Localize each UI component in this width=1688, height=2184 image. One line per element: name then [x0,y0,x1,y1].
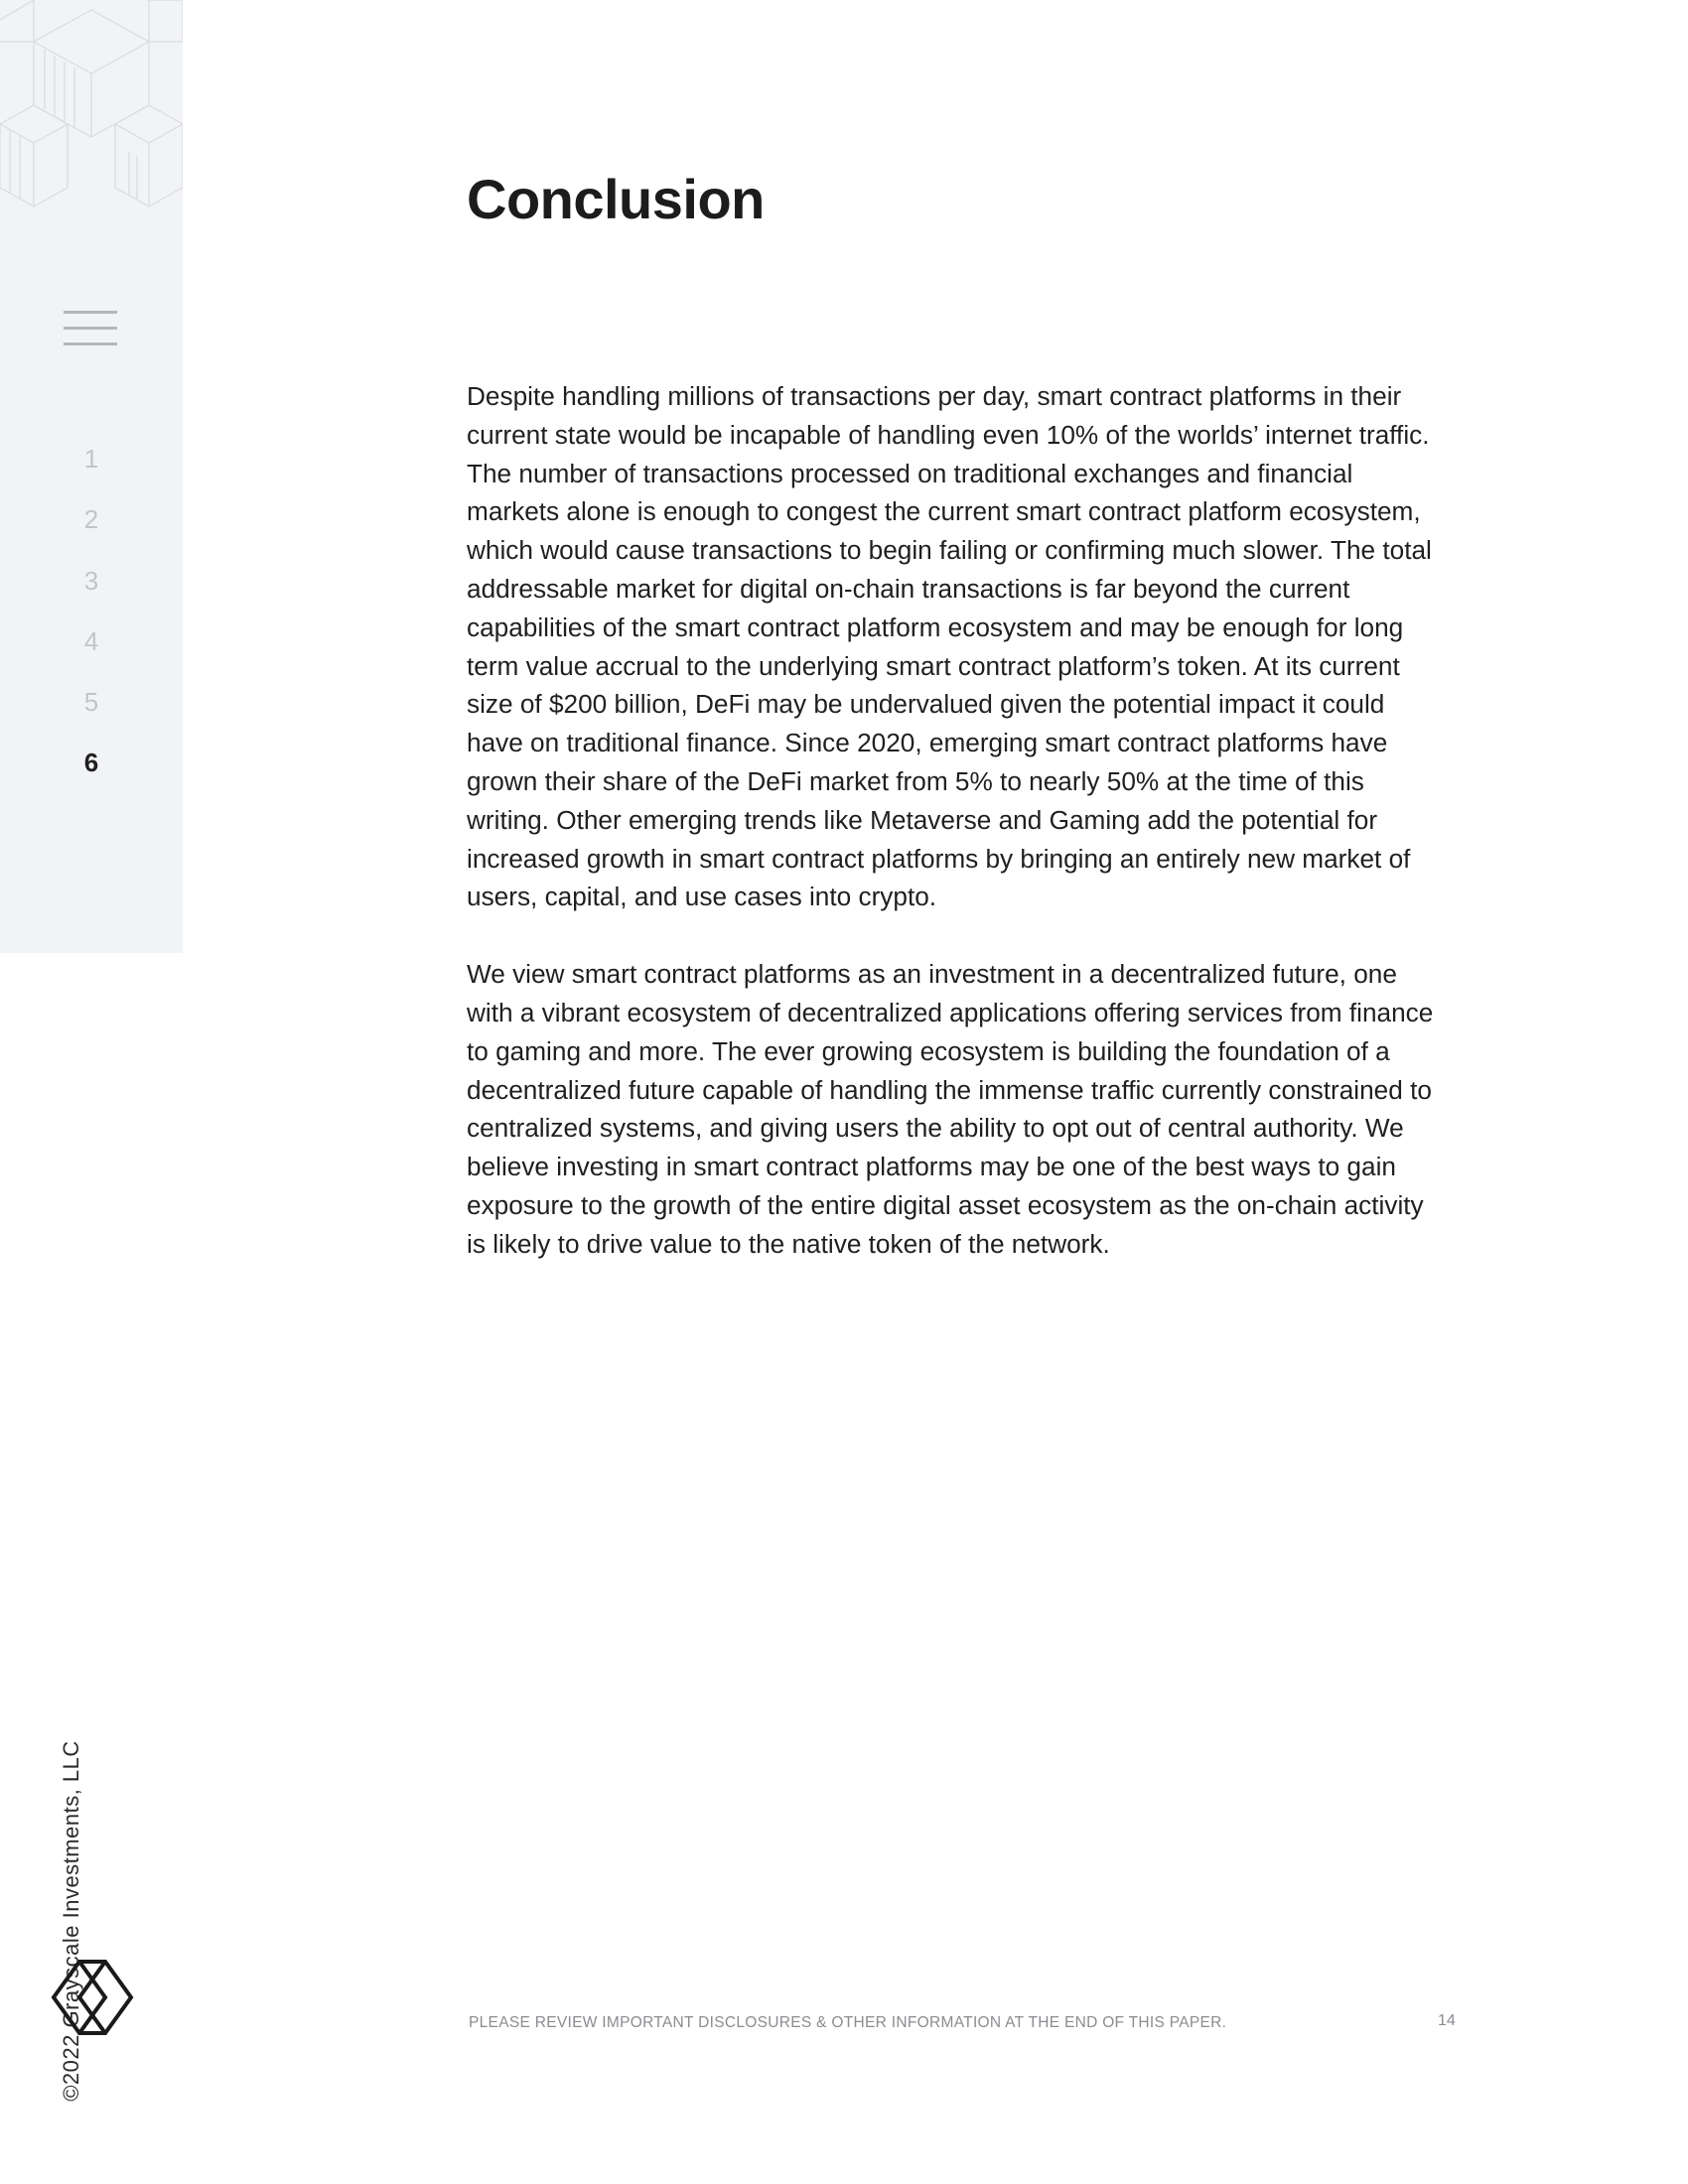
section-link-1[interactable]: 1 [83,444,99,474]
section-link-5[interactable]: 5 [83,687,99,718]
disclosures-link[interactable]: PLEASE REVIEW IMPORTANT DISCLOSURES & OTHER INFORMATION AT THE END OF THIS PAPER. [469,2014,1227,2031]
copyright-text: ©2022 Grayscale Investments, LLC [59,1740,83,2102]
section-nav [0,441,183,806]
body-text [467,377,1435,1302]
page-title: Conclusion [467,168,765,230]
section-link-3[interactable]: 3 [83,565,99,596]
section-link-2[interactable]: 2 [83,504,99,535]
section-link-6-active[interactable]: 6 [83,748,99,778]
paragraph: We view smart contract platforms as an investment in a decentralized future, one with a vibrant ecosystem of decentralized applications offering services from finance to gaming and more. The ever growing ecosystem is building the foundation of a decentralized future capable of handling the immense traffic currently constrained to centralized systems, and giving users the ability to opt out of central authority. We believe investing in smart contract platforms may be one of the best ways to gain exposure to the growth of the entire digital asset ecosystem as the on-chain activity is likely to drive value to the native token of the network. [467,959,1434,1259]
section-link-4[interactable]: 4 [83,625,99,656]
paragraph: Despite handling millions of transactions per day, smart contract platforms in their current state would be incapable of handling even 10% of the worlds’ internet traffic. The number of transactions processed on traditional exchanges and financial markets alone is enough to congest the current smart contract platform ecosystem, which would cause transactions to begin failing or confirming much slower. The total addressable market for digital on-chain transactions is far beyond the current capabilities of the smart contract platform ecosystem and may be enough for long term value accrual to the underlying smart contract platform’s token. At its current size of $200 billion, DeFi may be undervalued given the potential impact it could have on traditional finance. Since 2020, emerging smart contract platforms have grown their share of the DeFi market from 5% to nearly 50% at the time of this writing. Other emerging trends like Metaverse and Gaming add the potential for increased growth in smart contract platforms by bringing an entirely new market of users, capital, and use cases into crypto. [467,381,1432,912]
menu-icon[interactable] [64,308,117,349]
sidebar [0,0,183,953]
page-number: 14 [1438,2012,1456,2029]
cube-pattern-graphic [0,0,183,238]
grayscale-logo-icon [50,1958,135,2037]
